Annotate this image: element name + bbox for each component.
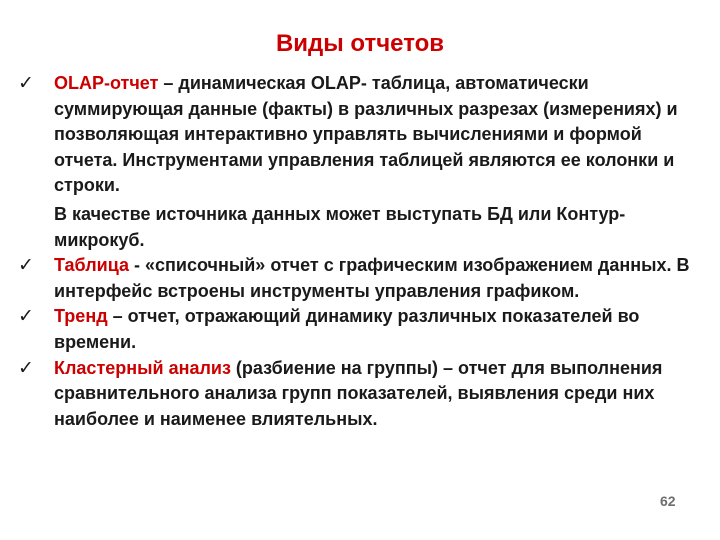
description-cluster: (разбиение на группы) – отчет для выполнения сравнительного анализа групп показателей, выявления среди них наиболее и наименее влиятельных. — [54, 357, 663, 429]
page-number: 62 — [660, 493, 676, 509]
checkmark-icon: ✓ — [18, 306, 34, 328]
description-table: - «списочный» отчет с графическим изображением данных. В интерфейс встроены инструменты управления графиком. — [54, 255, 690, 301]
checkmark-icon: ✓ — [18, 357, 34, 379]
olap-data-source-note: В качестве источника данных может выступать БД или Контур-микрокуб. — [54, 203, 626, 250]
list-item-olap — [18, 71, 708, 199]
term-olap: OLAP-отчет — [54, 73, 159, 93]
list-item-trend — [18, 304, 708, 355]
checkmark-icon: ✓ — [18, 255, 34, 277]
bullet-list — [18, 71, 708, 432]
list-item-cluster — [18, 356, 708, 433]
description-trend: – отчет, отражающий динамику различных показателей во времени. — [54, 306, 640, 352]
checkmark-icon: ✓ — [18, 73, 34, 94]
term-table: Таблица — [54, 255, 130, 276]
list-item-table — [18, 253, 708, 304]
slide-title: Виды отчетов — [275, 30, 445, 57]
description-olap: – динамическая OLAP- таблица, автоматически суммирующая данные (факты) в различных разрезах (измерениях) и позволяющая интерактивно управлять вычислениями и формой отчета. Инструментами управления таблицей являются ее колонки и строки. — [54, 73, 678, 196]
term-cluster: Кластерный анализ — [54, 357, 231, 378]
term-trend: Тренд — [54, 306, 108, 327]
